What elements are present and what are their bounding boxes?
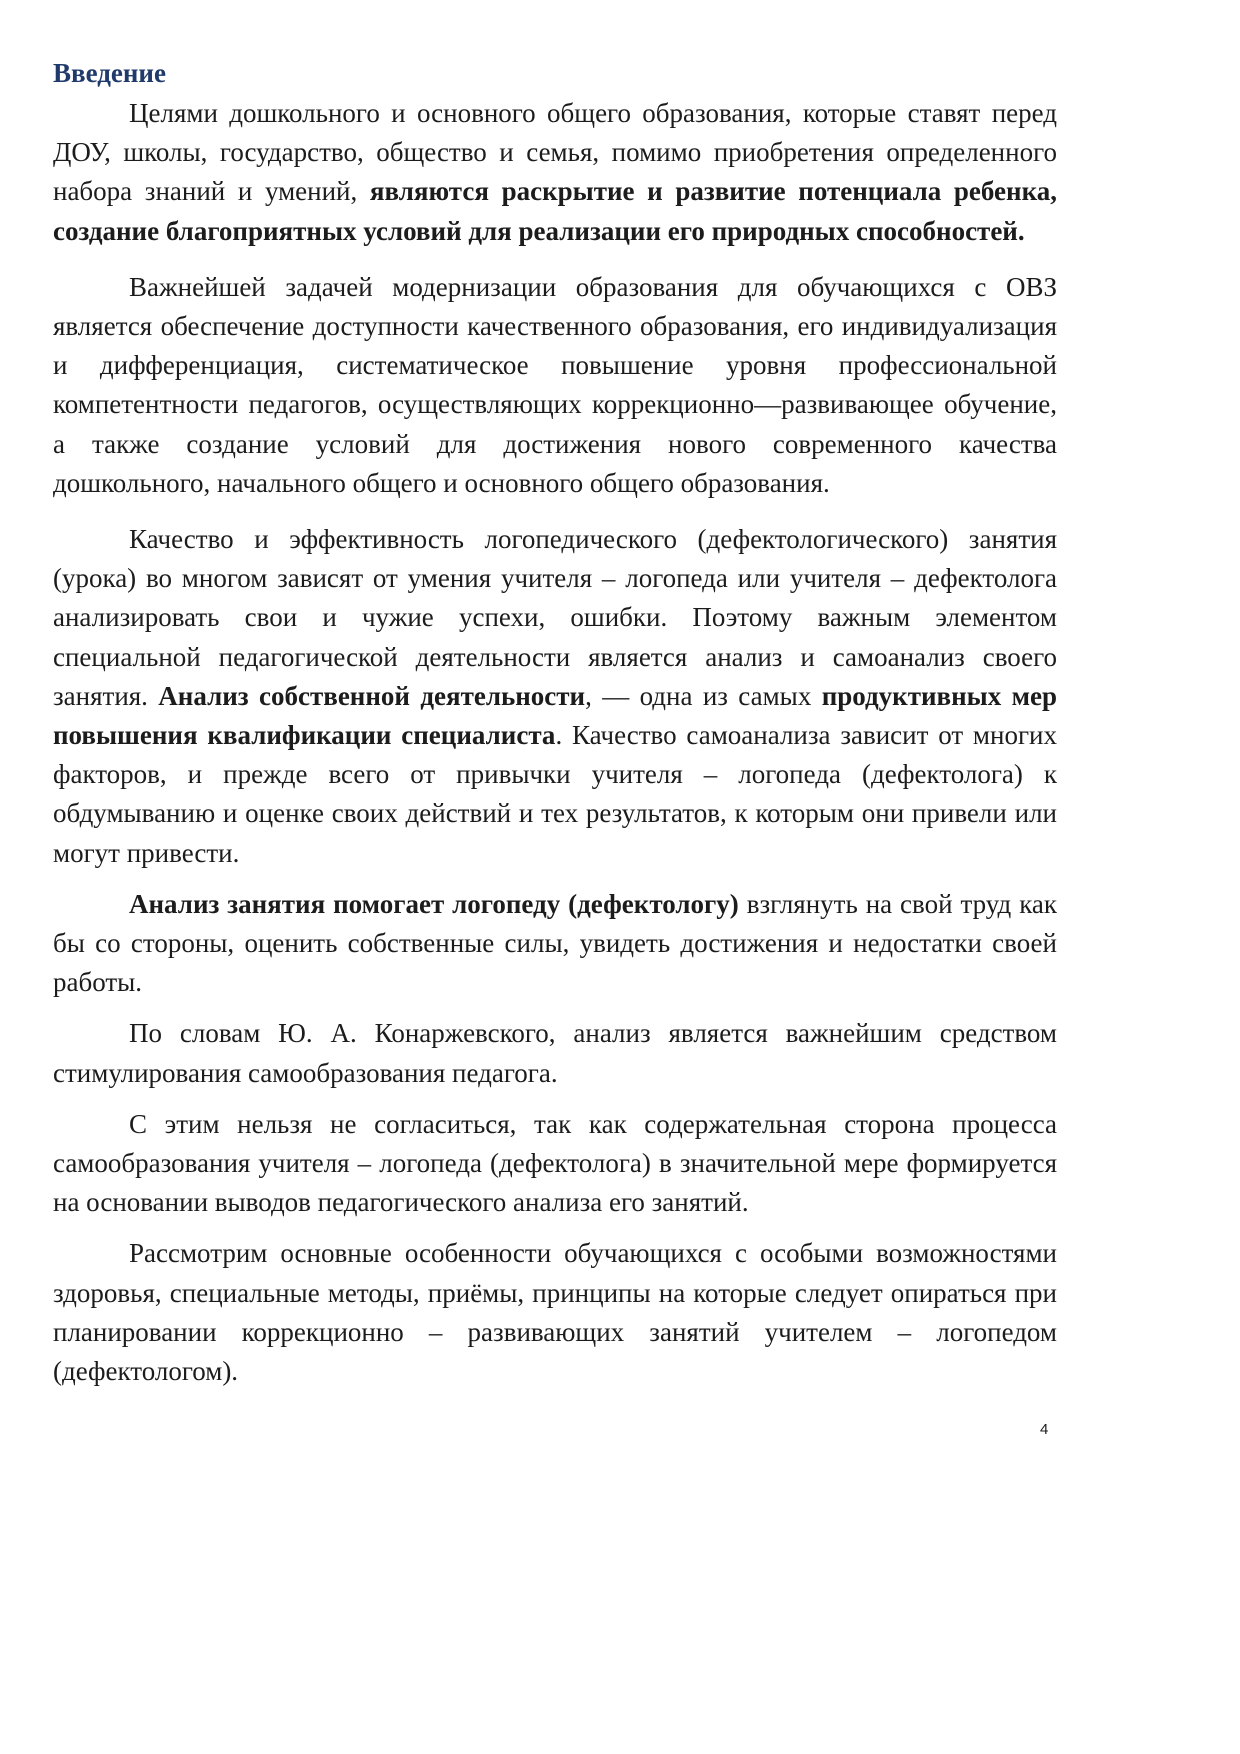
paragraph-goals bbox=[53, 94, 1057, 251]
text-run: Важнейшей задачей модернизации образования для обучающихся с ОВЗ является обеспечение доступности качественного образования, его индивидуализация и дифференциация, систематическое повышение уровня профессиональной компетентности педагогов, осуществляющих коррекционно—развивающее обучение, а также создание условий для достижения нового современного качества дошкольного, начального общего и основного общего образования. bbox=[53, 271, 1057, 498]
text-run: взглянуть на свой труд как бы со стороны, оценить собственные силы, увидеть достижения и недостатки своей работы. bbox=[53, 888, 1058, 998]
bold-text-run: продуктивных мер повышения квалификации специалиста bbox=[53, 680, 1057, 751]
paragraph-analysis-helps bbox=[53, 885, 1057, 1003]
page-number: 4 bbox=[1040, 1421, 1049, 1438]
paragraph-modernization bbox=[53, 268, 1057, 503]
paragraph-features bbox=[53, 1234, 1057, 1391]
text-run: , — одна из самых bbox=[585, 680, 822, 711]
text-run: По словам Ю. А. Конаржевского, анализ является важнейшим средством стимулирования самообразования педагога. bbox=[53, 1018, 1057, 1088]
bold-text-run: Анализ собственной деятельности bbox=[158, 680, 586, 711]
text-run: Рассмотрим основные особенности обучающихся с особыми возможностями здоровья, специальные методы, приёмы, принципы на которые следует опираться при планировании коррекционно – развивающих занятий учителем – логопедом (дефектологом). bbox=[53, 1238, 1057, 1387]
text-run: Качество и эффективность логопедического (дефектологического) занятия (урока) во многом зависят от умения учителя – логопеда или учителя – дефектолога анализировать свои и чужие успехи, ошибки. Поэтому важным элементом специальной педагогической деятельности является анализ и самоанализ своего занятия. bbox=[53, 524, 1057, 711]
paragraph-self-education bbox=[53, 1105, 1057, 1223]
section-heading: Введение bbox=[53, 58, 166, 88]
text-run: Целями дошкольного и основного общего образования, которые ставят перед ДОУ, школы, государство, общество и семья, помимо приобретения определенного набора знаний и умений, bbox=[53, 98, 1057, 207]
bold-text-run: Анализ занятия помогает логопеду (дефектологу) bbox=[129, 888, 739, 919]
bold-text-run: являются раскрытие и развитие потенциала ребенка, создание благоприятных условий для реализации его природных способностей. bbox=[53, 176, 1057, 246]
paragraph-konarzhevsky bbox=[53, 1014, 1057, 1092]
text-run: С этим нельзя не согласиться, так как содержательная сторона процесса самообразования учителя – логопеда (дефектолога) в значительной мере формируется на основании выводов педагогического анализа его занятий. bbox=[53, 1108, 1057, 1218]
page-content bbox=[53, 54, 1057, 1391]
paragraph-quality bbox=[53, 520, 1057, 873]
text-run: . Качество самоанализа зависит от многих факторов, и прежде всего от привычки учителя – логопеда (дефектолога) к обдумыванию и оценке своих действий и тех результатов, к которым они привели или могут привести. bbox=[53, 720, 1057, 868]
